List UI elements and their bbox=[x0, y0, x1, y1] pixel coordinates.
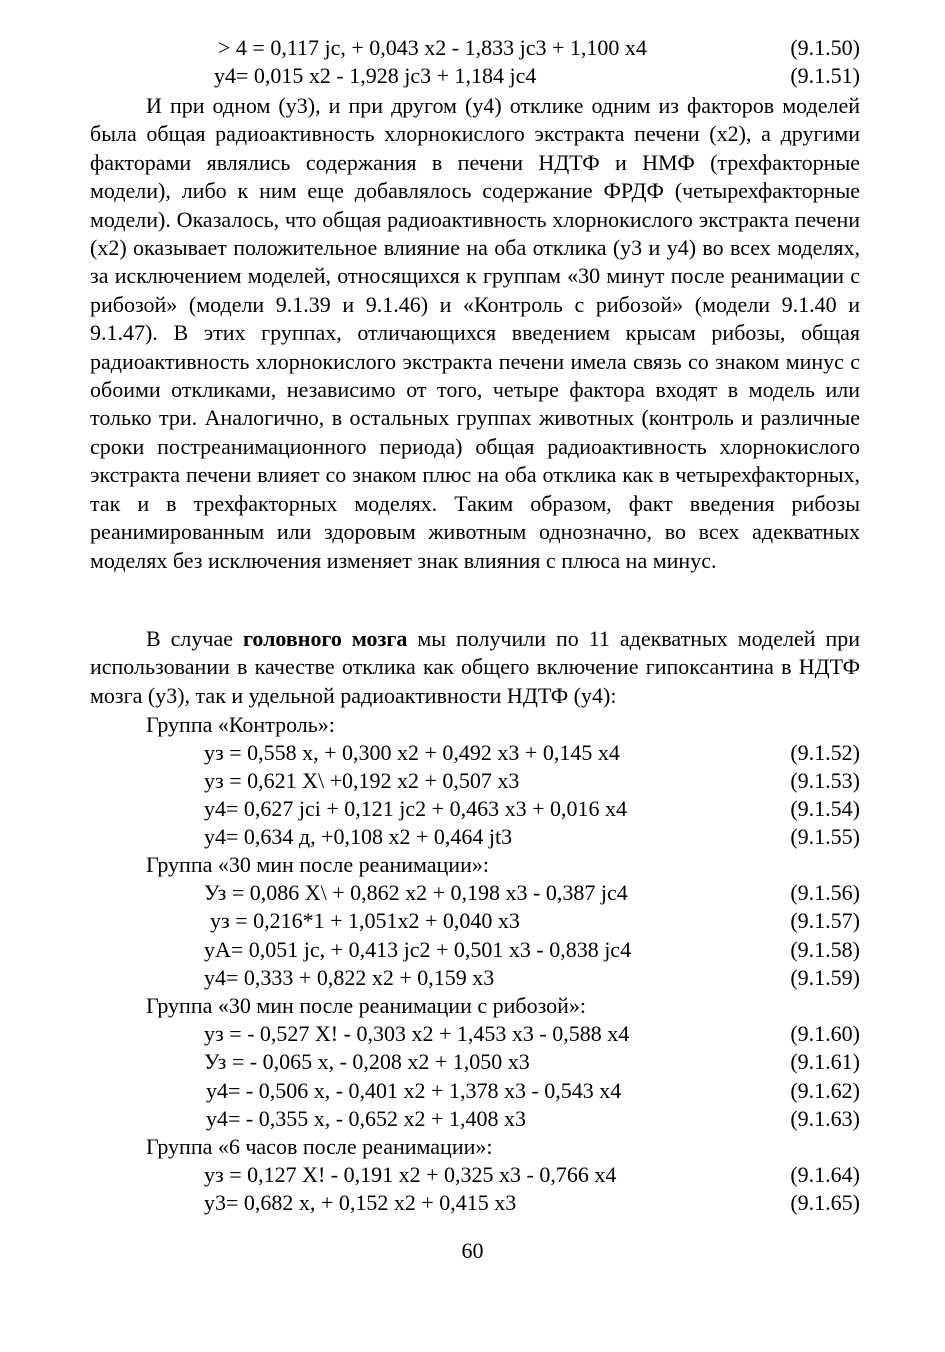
equation-number: (9.1.50) bbox=[790, 35, 860, 60]
equation-row bbox=[0, 907, 945, 935]
group-heading: Группа «6 часов после реанимации»: bbox=[146, 1134, 493, 1159]
equation-number: (9.1.55) bbox=[790, 824, 860, 849]
equation-formula: у3= 0,682 х, + 0,152 х2 + 0,415 х3 bbox=[204, 1190, 517, 1215]
equation-formula: уА= 0,051 jc, + 0,413 jc2 + 0,501 х3 - 0,838 jc4 bbox=[204, 937, 632, 962]
equation-formula: Уз = 0,086 Х\ + 0,862 х2 + 0,198 х3 - 0,387 jc4 bbox=[204, 880, 628, 905]
equation-number: (9.1.52) bbox=[790, 740, 860, 765]
body-paragraph bbox=[90, 625, 860, 710]
equation-row bbox=[0, 823, 945, 851]
equation-row bbox=[0, 767, 945, 795]
equation-row bbox=[0, 879, 945, 907]
group-heading: Группа «30 мин после реанимации»: bbox=[146, 852, 489, 877]
equation-formula: уз = 0,216*1 + 1,051х2 + 0,040 х3 bbox=[210, 908, 520, 933]
equation-number: (9.1.63) bbox=[790, 1106, 860, 1131]
paragraph-bold-term: головного мозга bbox=[242, 626, 408, 651]
equation-formula: уз = 0,621 Х\ +0,192 х2 + 0,507 х3 bbox=[204, 768, 520, 793]
equation-row bbox=[0, 1105, 945, 1133]
equation-formula: у4= - 0,355 х, - 0,652 х2 + 1,408 х3 bbox=[206, 1106, 526, 1131]
equation-number: (9.1.59) bbox=[790, 965, 860, 990]
paragraph-text: мы получили по 11 адекватных моделей при использовании в качестве отклика как общего включение гипоксантина в НДТФ мозга (у3), так и удельной радиоактивности НДТФ (у4): bbox=[90, 626, 860, 708]
equation-row bbox=[0, 1161, 945, 1189]
equation-formula: у4= - 0,506 х, - 0,401 х2 + 1,378 х3 - 0,543 х4 bbox=[206, 1078, 622, 1103]
equation-row bbox=[0, 1048, 945, 1076]
equation-row bbox=[0, 1020, 945, 1048]
equation-number: (9.1.64) bbox=[790, 1162, 860, 1187]
equation-row bbox=[0, 62, 945, 90]
equation-row bbox=[0, 795, 945, 823]
equation-number: (9.1.57) bbox=[790, 908, 860, 933]
equation-formula: > 4 = 0,117 jc, + 0,043 x2 - 1,833 jc3 + 1,100 x4 bbox=[218, 35, 647, 60]
equation-formula: у4= 0,333 + 0,822 х2 + 0,159 х3 bbox=[204, 965, 495, 990]
equation-number: (9.1.65) bbox=[790, 1190, 860, 1215]
group-heading: Группа «Контроль»: bbox=[146, 712, 335, 737]
page-number: 60 bbox=[461, 1238, 484, 1263]
equation-number: (9.1.56) bbox=[790, 880, 860, 905]
equation-formula: у4= 0,634 д, +0,108 х2 + 0,464 jt3 bbox=[204, 824, 513, 849]
equation-number: (9.1.54) bbox=[790, 796, 860, 821]
paragraph-text: В случае bbox=[146, 626, 243, 651]
equation-number: (9.1.53) bbox=[790, 768, 860, 793]
equation-formula: уз = 0,558 х, + 0,300 х2 + 0,492 х3 + 0,145 х4 bbox=[204, 740, 620, 765]
group-heading: Группа «30 мин после реанимации с рибозой»: bbox=[146, 993, 587, 1018]
equation-row bbox=[0, 739, 945, 767]
equation-formula: y4= 0,015 x2 - 1,928 jc3 + 1,184 jc4 bbox=[214, 63, 537, 88]
equation-formula: уз = - 0,527 Х! - 0,303 х2 + 1,453 х3 - 0,588 х4 bbox=[204, 1021, 630, 1046]
equation-row bbox=[0, 1189, 945, 1217]
equation-formula: у4= 0,627 jci + 0,121 jc2 + 0,463 х3 + 0,016 х4 bbox=[204, 796, 627, 821]
body-paragraph: И при одном (у3), и при другом (у4) отклике одним из факторов моделей была общая радиоактивность хлорнокислого экстракта печени (х2), а другими факторами являлись содержания в печени НДТФ и НМФ (трехфакторные модели), либо к ним еще добавлялось содержание ФРДФ (четырехфакторные модели). Оказалось, что общая радиоактивность хлорнокислого экстракта печени (х2) оказывает положительное влияние на оба отклика (у3 и у4) во всех моделях, за исключением моделей, относящихся к группам «30 минут после реанимации с рибозой» (модели 9.1.39 и 9.1.46) и «Контроль с рибозой» (модели 9.1.40 и 9.1.47). В этих группах, отличающихся введением крысам рибозы, общая радиоактивность хлорнокислого экстракта печени имела связь со знаком минус с обоими откликами, независимо от того, четыре фактора входят в модель или только три. Аналогично, в остальных группах животных (контроль и различные сроки постреанимационного периода) общая радиоактивность хлорнокислого экстракта печени влияет со знаком плюс на оба отклика как в четырехфакторных, так и в трехфакторных моделях. Таким образом, факт введения рибозы реанимированным или здоровым животным однозначно, во всех адекватных моделях без исключения изменяет знак влияния с плюса на минус. bbox=[90, 93, 860, 573]
equation-row bbox=[0, 1077, 945, 1105]
equation-number: (9.1.58) bbox=[790, 937, 860, 962]
equation-row bbox=[0, 936, 945, 964]
equation-number: (9.1.62) bbox=[790, 1078, 860, 1103]
equation-number: (9.1.51) bbox=[790, 63, 860, 88]
equation-formula: Уз = - 0,065 х, - 0,208 х2 + 1,050 х3 bbox=[204, 1049, 530, 1074]
equation-formula: уз = 0,127 Х! - 0,191 х2 + 0,325 х3 - 0,766 х4 bbox=[204, 1162, 617, 1187]
equation-number: (9.1.61) bbox=[790, 1049, 860, 1074]
equation-number: (9.1.60) bbox=[790, 1021, 860, 1046]
equation-row bbox=[0, 964, 945, 992]
equation-row bbox=[0, 34, 945, 62]
